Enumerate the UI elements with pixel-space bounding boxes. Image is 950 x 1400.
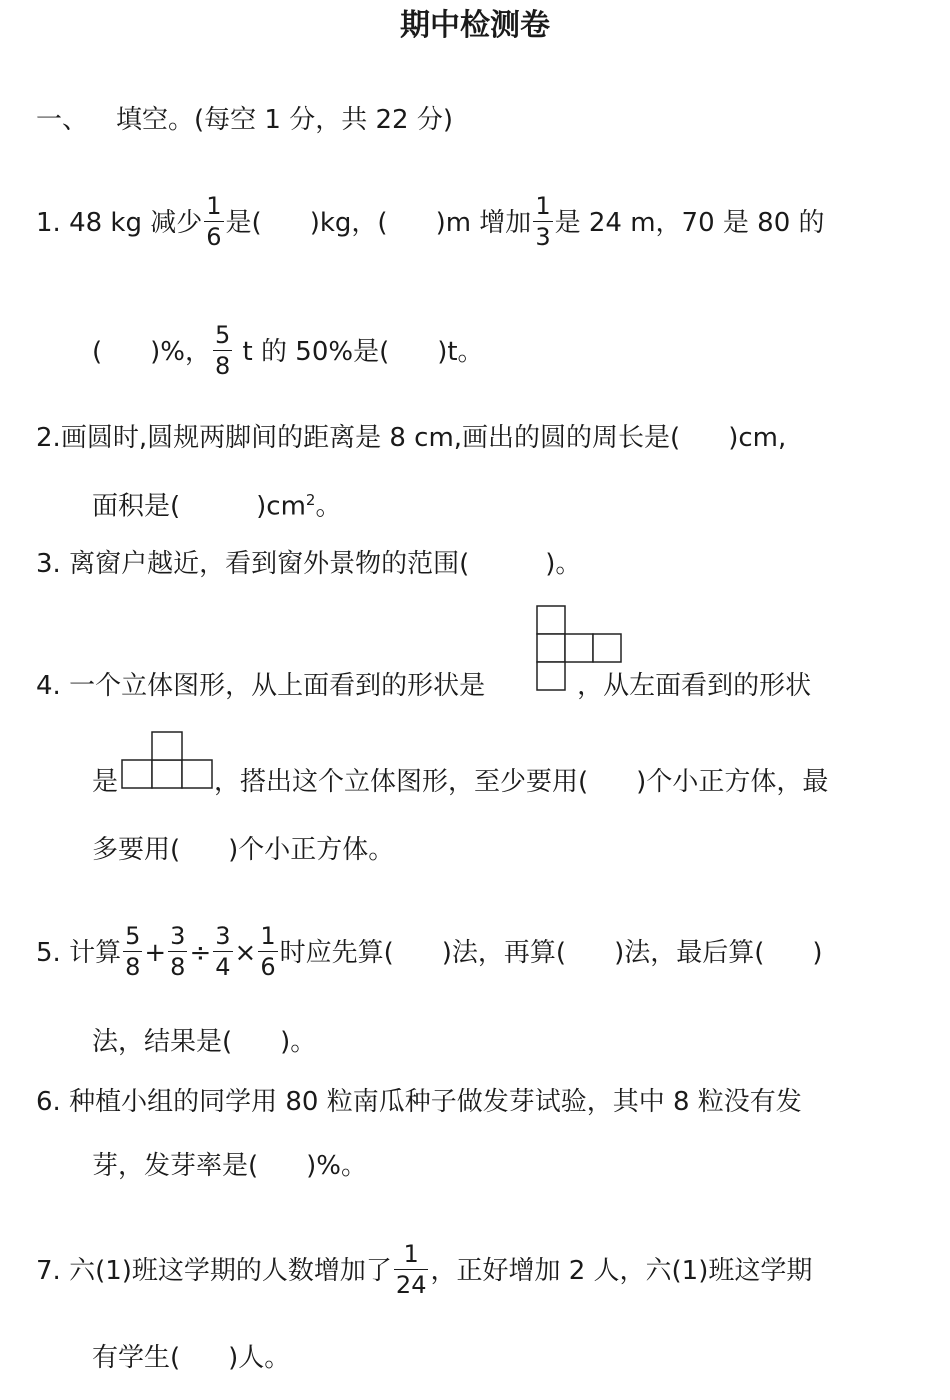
- page-title: 期中检测卷: [400, 8, 550, 43]
- numerator: 5: [125, 922, 141, 950]
- numerator: 1: [403, 1240, 419, 1268]
- question-number: 7.: [36, 1256, 61, 1286]
- question-text: )个小正方体。: [228, 835, 395, 865]
- question-text: )%。: [306, 1151, 368, 1181]
- question-text: 六(1)班这学期的人数增加了: [69, 1256, 392, 1286]
- question-2-line-1: [36, 418, 786, 458]
- question-text: (: [92, 337, 103, 367]
- question-text: )%，: [150, 337, 212, 367]
- question-3: [36, 544, 581, 584]
- section-heading: [36, 100, 453, 140]
- denominator: 8: [125, 953, 141, 981]
- square: [152, 732, 182, 760]
- question-text: 是 24 m，70 是 80 的: [554, 208, 825, 238]
- divide-operator: ÷: [189, 938, 212, 968]
- fraction-one-sixth: [204, 194, 223, 249]
- numerator: 3: [170, 922, 186, 950]
- question-4-line-2: [92, 762, 828, 802]
- question-7-line-1: [36, 1240, 813, 1299]
- question-text: )kg，(: [309, 208, 388, 238]
- numerator: 3: [215, 922, 231, 950]
- question-text: 离窗户越近，看到窗外景物的范围(: [69, 549, 470, 579]
- denominator: 6: [260, 953, 276, 981]
- numerator: 1: [206, 192, 222, 220]
- question-text: 是(: [225, 208, 262, 238]
- section-number: 一、: [36, 105, 89, 135]
- question-4-line-1: [36, 666, 811, 706]
- question-5-line-1: [36, 922, 823, 981]
- question-text: )m 增加: [435, 208, 532, 238]
- fraction-five-eighths: [213, 323, 232, 378]
- question-text: 画圆时,圆规两脚间的距离是 8 cm,画出的圆的周长是(: [60, 423, 681, 453]
- question-text: )法，再算(: [441, 938, 567, 968]
- numerator: 1: [535, 192, 551, 220]
- denominator: 8: [170, 953, 186, 981]
- question-6-line-2: [92, 1146, 367, 1186]
- question-text: )cm: [256, 491, 306, 522]
- question-text: 48 kg 减少: [69, 208, 203, 238]
- question-text: 是: [92, 767, 119, 797]
- superscript: 2: [305, 491, 316, 509]
- question-text: 法，结果是(: [92, 1027, 233, 1057]
- question-text: )t。: [437, 337, 484, 367]
- question-1-line-1: [36, 192, 825, 251]
- numerator: 5: [215, 321, 231, 349]
- question-text: )。: [545, 549, 582, 579]
- question-number: 1.: [36, 208, 61, 238]
- denominator: 24: [395, 1271, 427, 1299]
- denominator: 6: [206, 223, 222, 251]
- question-number: 3.: [36, 549, 61, 579]
- question-number: 4.: [36, 671, 61, 701]
- question-text: )个小正方体，最: [636, 767, 829, 797]
- question-text: 多要用(: [92, 835, 181, 865]
- question-text: )人。: [228, 1343, 291, 1373]
- denominator: 8: [215, 352, 231, 380]
- question-text: ，从左面看到的形状: [577, 671, 812, 701]
- question-text: 计算: [69, 938, 122, 968]
- denominator: 4: [215, 953, 231, 981]
- question-text: ): [812, 938, 823, 968]
- question-text: 。: [315, 491, 342, 522]
- question-7-line-2: [92, 1338, 290, 1378]
- question-1-line-2: [92, 321, 484, 380]
- question-4-line-3: [92, 830, 394, 870]
- fraction-three-eighths: [168, 924, 187, 979]
- fraction-three-quarters: [213, 924, 232, 979]
- question-number: 2.: [36, 423, 61, 453]
- question-text: 芽，发芽率是(: [92, 1151, 259, 1181]
- question-text: ，正好增加 2 人，六(1)班这学期: [430, 1256, 813, 1286]
- question-text: 时应先算(: [279, 938, 394, 968]
- question-2-line-2: [92, 480, 341, 520]
- section-title: 填空。(每空 1 分，共 22 分): [116, 105, 453, 135]
- question-text: )cm,: [728, 423, 787, 453]
- question-text: 面积是(: [92, 491, 181, 522]
- question-number: 6.: [36, 1087, 61, 1117]
- question-5-line-2: [92, 1022, 316, 1062]
- square: [537, 634, 565, 662]
- square: [565, 634, 593, 662]
- denominator: 3: [535, 223, 551, 251]
- fraction-one-third: [533, 194, 552, 249]
- question-text: 一个立体图形，从上面看到的形状是: [69, 671, 486, 701]
- fraction-five-eighths: [123, 924, 142, 979]
- plus-operator: +: [144, 938, 167, 968]
- fraction-one-sixth: [258, 924, 277, 979]
- question-text: 种植小组的同学用 80 粒南瓜种子做发芽试验，其中 8 粒没有发: [69, 1087, 802, 1117]
- question-number: 5.: [36, 938, 61, 968]
- question-text: ，搭出这个立体图形，至少要用(: [214, 767, 589, 797]
- square: [537, 606, 565, 634]
- question-text: 有学生(: [92, 1343, 181, 1373]
- fraction-one-twenty-fourth: [394, 1242, 429, 1297]
- question-text: )法，最后算(: [614, 938, 765, 968]
- square: [593, 634, 621, 662]
- multiply-operator: ×: [234, 938, 257, 968]
- question-text: )。: [280, 1027, 317, 1057]
- question-6-line-1: [36, 1082, 802, 1122]
- question-text: t 的 50%是(: [234, 337, 390, 367]
- numerator: 1: [260, 922, 276, 950]
